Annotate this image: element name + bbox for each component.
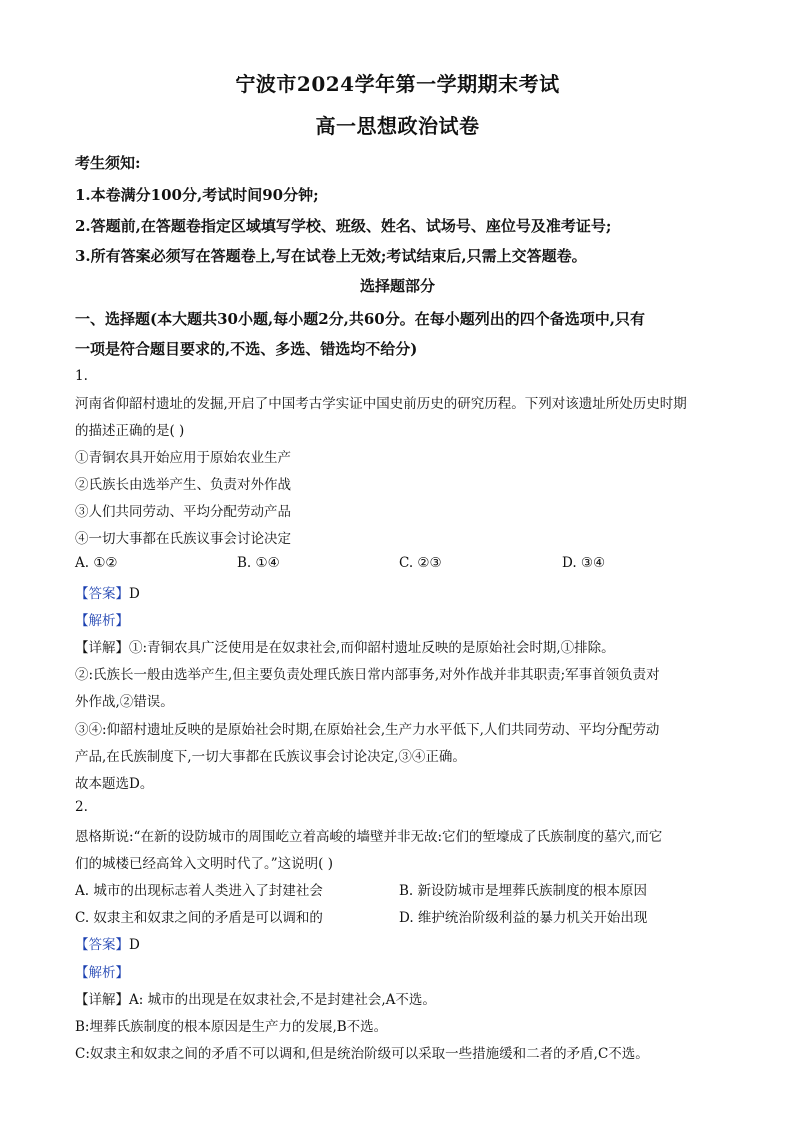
answer-value: D xyxy=(129,937,140,953)
q1-detail-3a: ③④:仰韶村遗址反映的是原始社会时期,在原始社会,生产力水平低下,人们共同劳动、平均分配劳动 xyxy=(75,722,660,738)
section-instruction-1: 一、选择题(本大题共30小题,每小题2分,共60分。在每小题列出的四个备选项中,只有 xyxy=(75,310,645,328)
q1-conclusion: 故本题选D。 xyxy=(75,776,154,792)
q2-option-c: C. 奴隶主和奴隶之间的矛盾是可以调和的 xyxy=(75,910,323,926)
q1-detail-1 xyxy=(75,636,615,656)
answer-tag: 【答案】 xyxy=(75,586,129,602)
q2-detail-c: C:奴隶主和奴隶之间的矛盾不可以调和,但是统治阶级可以采取一些措施缓和二者的矛盾,C不选。 xyxy=(75,1046,649,1062)
exam-subtitle: 高一思想政治试卷 xyxy=(315,114,480,138)
q2-stem-line2: 们的城楼已经高耸入文明时代了。”这说明( ) xyxy=(75,856,333,872)
notice-item-3: 3.所有答案必须写在答题卷上,写在试卷上无效;考试结束后,只需上交答题卷。 xyxy=(75,247,587,265)
detail-tag: 【详解】 xyxy=(75,992,129,1008)
q2-answer xyxy=(75,933,140,953)
exam-title: 宁波市2024学年第一学期期末考试 xyxy=(235,72,560,96)
q2-option-d: D. 维护统治阶级利益的暴力机关开始出现 xyxy=(399,910,648,926)
q2-option-b: B. 新设防城市是埋葬氏族制度的根本原因 xyxy=(399,883,648,899)
answer-tag: 【答案】 xyxy=(75,937,129,953)
q1-statement-4: ④一切大事都在氏族议事会讨论决定 xyxy=(75,531,291,547)
q1-detail-3b: 产品,在氏族制度下,一切大事都在氏族议事会讨论决定,③④正确。 xyxy=(75,749,466,765)
q1-detail-2a: ②:氏族长一般由选举产生,但主要负责处理氏族日常内部事务,对外作战并非其职责;军事首领负责对 xyxy=(75,667,660,683)
q1-statement-1: ①青铜农具开始应用于原始农业生产 xyxy=(75,450,291,466)
q2-detail-b: B:埋葬氏族制度的根本原因是生产力的发展,B不选。 xyxy=(75,1019,388,1035)
notice-item-2: 2.答题前,在答题卷指定区域填写学校、班级、姓名、试场号、座位号及准考证号; xyxy=(75,217,612,235)
q1-option-c: C. ②③ xyxy=(399,555,442,571)
q1-detail-2b: 外作战,②错误。 xyxy=(75,694,174,710)
q1-statement-3: ③人们共同劳动、平均分配劳动产品 xyxy=(75,504,291,520)
q1-number: 1. xyxy=(75,368,88,384)
notice-heading: 考生须知: xyxy=(75,154,141,172)
detail-tag: 【详解】 xyxy=(75,640,129,656)
answer-value: D xyxy=(129,586,140,602)
q1-analysis-tag: 【解析】 xyxy=(75,613,129,629)
q1-stem-line2: 的描述正确的是( ) xyxy=(75,423,185,439)
q1-option-d: D. ③④ xyxy=(562,555,606,571)
q1-option-a: A. ①② xyxy=(75,555,118,571)
q1-answer xyxy=(75,582,140,602)
q2-detail-a xyxy=(75,988,436,1008)
q2-analysis-tag: 【解析】 xyxy=(75,965,129,981)
section-title: 选择题部分 xyxy=(359,277,435,295)
q1-stem-line1: 河南省仰韶村遗址的发掘,开启了中国考古学实证中国史前历史的研究历程。下列对该遗址所处历史时期 xyxy=(75,396,687,412)
q2-number: 2. xyxy=(75,799,88,815)
q1-option-b: B. ①④ xyxy=(237,555,280,571)
q2-option-a: A. 城市的出现标志着人类进入了封建社会 xyxy=(75,883,323,899)
section-instruction-2: 一项是符合题目要求的,不选、多选、错选均不给分) xyxy=(75,340,418,358)
detail-text: A: 城市的出现是在奴隶社会,不是封建社会,A不选。 xyxy=(129,992,436,1008)
q1-statement-2: ②氏族长由选举产生、负责对外作战 xyxy=(75,477,291,493)
detail-text: ①:青铜农具广泛使用是在奴隶社会,而仰韶村遗址反映的是原始社会时期,①排除。 xyxy=(129,640,615,656)
q2-stem-line1: 恩格斯说:“在新的设防城市的周围屹立着高峻的墙壁并非无故:它们的堑壕成了氏族制度的墓穴,而它 xyxy=(75,829,663,845)
notice-item-1: 1.本卷满分100分,考试时间90分钟; xyxy=(75,186,319,204)
